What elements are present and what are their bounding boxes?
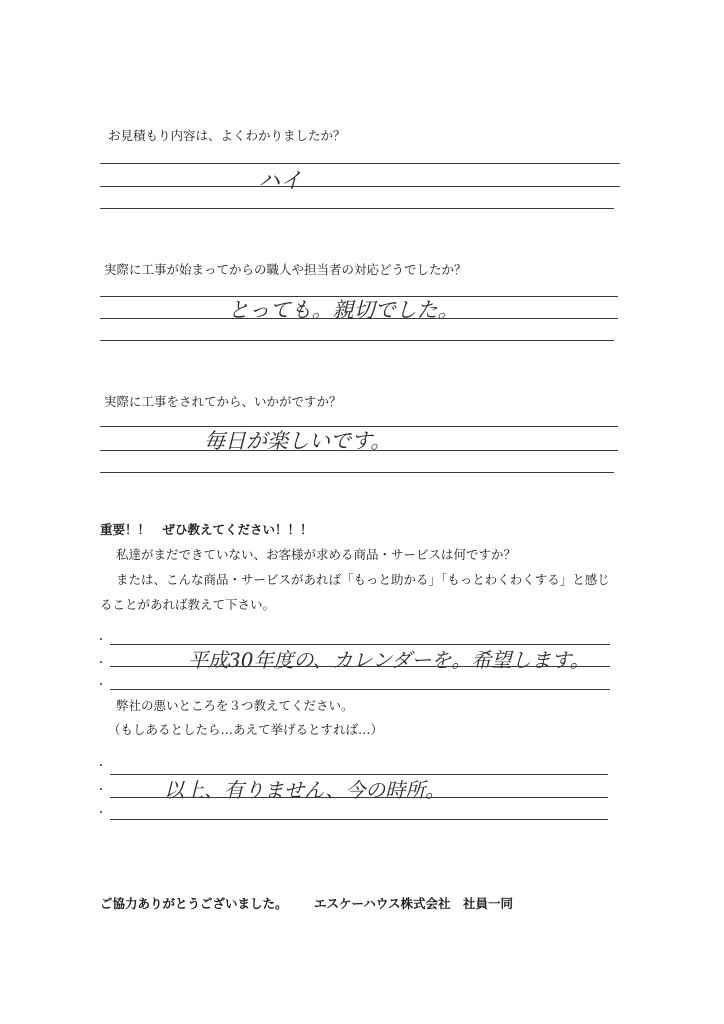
bullet: ・ (96, 635, 106, 646)
question-1: お見積もり内容は、よくわかりましたか？ (108, 128, 346, 143)
handwritten-answer-request: 平成30年度の、カレンダーを。希望します。 (188, 648, 590, 672)
handwritten-answer-1: ハイ (258, 169, 303, 194)
footer-company: エスケーハウス株式会社 社員一同 (314, 896, 514, 911)
answer-line (110, 797, 608, 798)
question-3: 実際に工事をされてから、いかがですか？ (104, 394, 342, 409)
important-text-2: または、こんな商品・サービスがあれば「もっと助かる」「もっとわくわくする」と感じ (116, 572, 610, 587)
answer-line (100, 340, 614, 341)
handwritten-answer-bad-points: 以上、有りません、今の時所。 (164, 778, 446, 802)
bullet: ・ (96, 761, 106, 772)
important-text-1: 私達がまだできていない、お客様が求める商品・サービスは何ですか？ (116, 547, 517, 562)
answer-line (100, 472, 614, 473)
bullet: ・ (96, 785, 106, 796)
bad-points-text-2: （もしあるとしたら…あえて挙げるとすれば…） (108, 722, 384, 737)
answer-line (100, 186, 620, 187)
answer-line (100, 163, 620, 164)
answer-line (100, 450, 618, 451)
handwritten-answer-3: 毎日が楽しいです。 (204, 429, 392, 453)
bullet: ・ (96, 658, 106, 669)
answer-line (100, 208, 614, 209)
question-2: 実際に工事が始まってからの職人や担当者の対応どうでしたか？ (104, 262, 467, 277)
answer-line (110, 689, 610, 690)
bullet: ・ (96, 680, 106, 691)
footer-thanks: ご協力ありがとうございました。 (100, 896, 288, 911)
important-text-3: ることがあれば教えて下さい。 (100, 597, 276, 612)
answer-line (110, 666, 610, 667)
handwritten-answer-2: とっても。親切でした。 (228, 298, 459, 322)
bullet: ・ (96, 808, 106, 819)
bad-points-text-1: 弊社の悪いところを３つ教えてください。 (116, 698, 354, 713)
answer-line (110, 819, 608, 820)
important-heading: 重要！！ ぜひ教えてください！！！ (100, 522, 313, 537)
answer-line (100, 318, 618, 319)
